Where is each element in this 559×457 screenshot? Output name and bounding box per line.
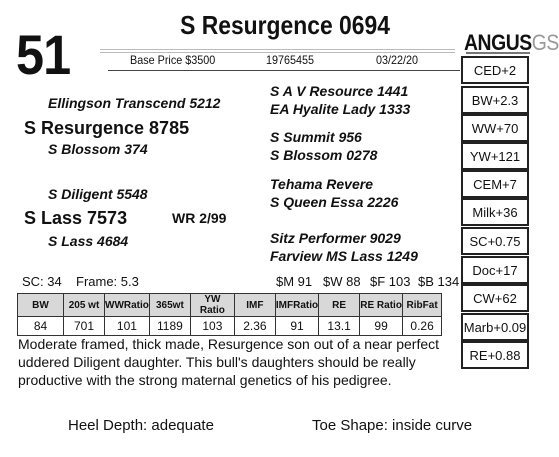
epd-box-milk: Milk+36: [461, 198, 529, 226]
epd-box-re: RE+0.88: [461, 341, 529, 369]
toe-shape: Toe Shape: inside curve: [312, 417, 473, 434]
header-205wt: 205 wt: [64, 294, 105, 317]
epd-box-bw: BW+2.3: [461, 86, 529, 114]
header-ribfat: RibFat: [403, 294, 442, 317]
epd-box-sc: SC+0.75: [461, 227, 529, 255]
performance-value-row: [18, 317, 442, 336]
pedigree-sire-sire: Ellingson Transcend 5212: [48, 95, 221, 111]
epd-box-cw: CW+62: [461, 284, 529, 312]
value-ywratio: 103: [190, 317, 234, 336]
value-wwratio: 101: [105, 317, 150, 336]
stat-w: $W 88: [323, 274, 361, 289]
animal-name: S Resurgence 0694: [180, 10, 390, 40]
pedigree-sire-sire-dam: EA Hyalite Lady 1333: [270, 101, 411, 117]
performance-table: [17, 293, 442, 336]
pedigree-sire-dam-dam: S Blossom 0278: [270, 147, 378, 163]
epd-box-marb: Marb+0.09: [461, 313, 529, 341]
header-re: RE: [319, 294, 360, 317]
birth-date: 03/22/20: [376, 53, 419, 67]
logo-text: ANGUS: [464, 30, 532, 55]
pedigree-sire-sire-sire: S A V Resource 1441: [270, 83, 409, 99]
wr-value: WR 2/99: [172, 210, 227, 226]
registration-number: 19765455: [266, 53, 315, 67]
pedigree-sire-dam-sire: S Summit 956: [270, 129, 362, 145]
stat-frame: Frame: 5.3: [76, 274, 139, 289]
stat-b: $B 134: [418, 274, 460, 289]
value-imf: 2.36: [234, 317, 275, 336]
info-underline: [108, 70, 460, 71]
header-ywratio: YW Ratio: [190, 294, 234, 317]
value-365wt: 1189: [149, 317, 190, 336]
stat-m: $M 91: [276, 274, 313, 289]
header-bw: BW: [18, 294, 64, 317]
logo-underline: [466, 52, 530, 54]
lot-number: 51: [16, 23, 71, 86]
logo-suffix: GS: [531, 30, 559, 55]
header-wwratio: WWRatio: [105, 294, 150, 317]
epd-box-cem: CEM+7: [461, 170, 529, 198]
heel-depth: Heel Depth: adequate: [68, 417, 214, 434]
pedigree-dam: S Lass 7573: [24, 208, 128, 228]
epd-box-doc: Doc+17: [461, 256, 529, 284]
epd-box-ced: CED+2: [461, 56, 529, 84]
value-ribfat: 0.26: [403, 317, 442, 336]
pedigree-sire-dam: S Blossom 374: [48, 141, 148, 157]
pedigree-sire: S Resurgence 8785: [24, 118, 190, 138]
epd-box-ww: WW+70: [461, 114, 529, 142]
base-price: Base Price $3500: [130, 53, 216, 67]
performance-header-row: [18, 294, 442, 317]
pedigree-dam-sire: S Diligent 5548: [48, 186, 148, 202]
pedigree-dam-sire-sire: Tehama Revere: [270, 176, 373, 192]
stat-f: $F 103: [370, 274, 411, 289]
header-imfratio: IMFRatio: [275, 294, 318, 317]
value-bw: 84: [18, 317, 64, 336]
header-365wt: 365wt: [149, 294, 190, 317]
pedigree-dam-sire-dam: S Queen Essa 2226: [270, 194, 399, 210]
description-text: Moderate framed, thick made, Resurgence son out of a near perfect uddered Diligent daughter. This bull's daughters should be really productive with the strong maternal genetics of his pedigree.: [18, 336, 440, 388]
epd-box-yw: YW+121: [461, 142, 529, 170]
value-reratio: 99: [360, 317, 403, 336]
stat-sc: SC: 34: [22, 274, 62, 289]
header-imf: IMF: [234, 294, 275, 317]
value-re: 13.1: [319, 317, 360, 336]
pedigree-dam-dam-sire: Sitz Performer 9029: [270, 230, 401, 246]
value-imfratio: 91: [275, 317, 318, 336]
header-reratio: RE Ratio: [360, 294, 403, 317]
value-205wt: 701: [64, 317, 105, 336]
pedigree-dam-dam-dam: Farview MS Lass 1249: [270, 248, 418, 264]
pedigree-dam-dam: S Lass 4684: [48, 233, 129, 249]
